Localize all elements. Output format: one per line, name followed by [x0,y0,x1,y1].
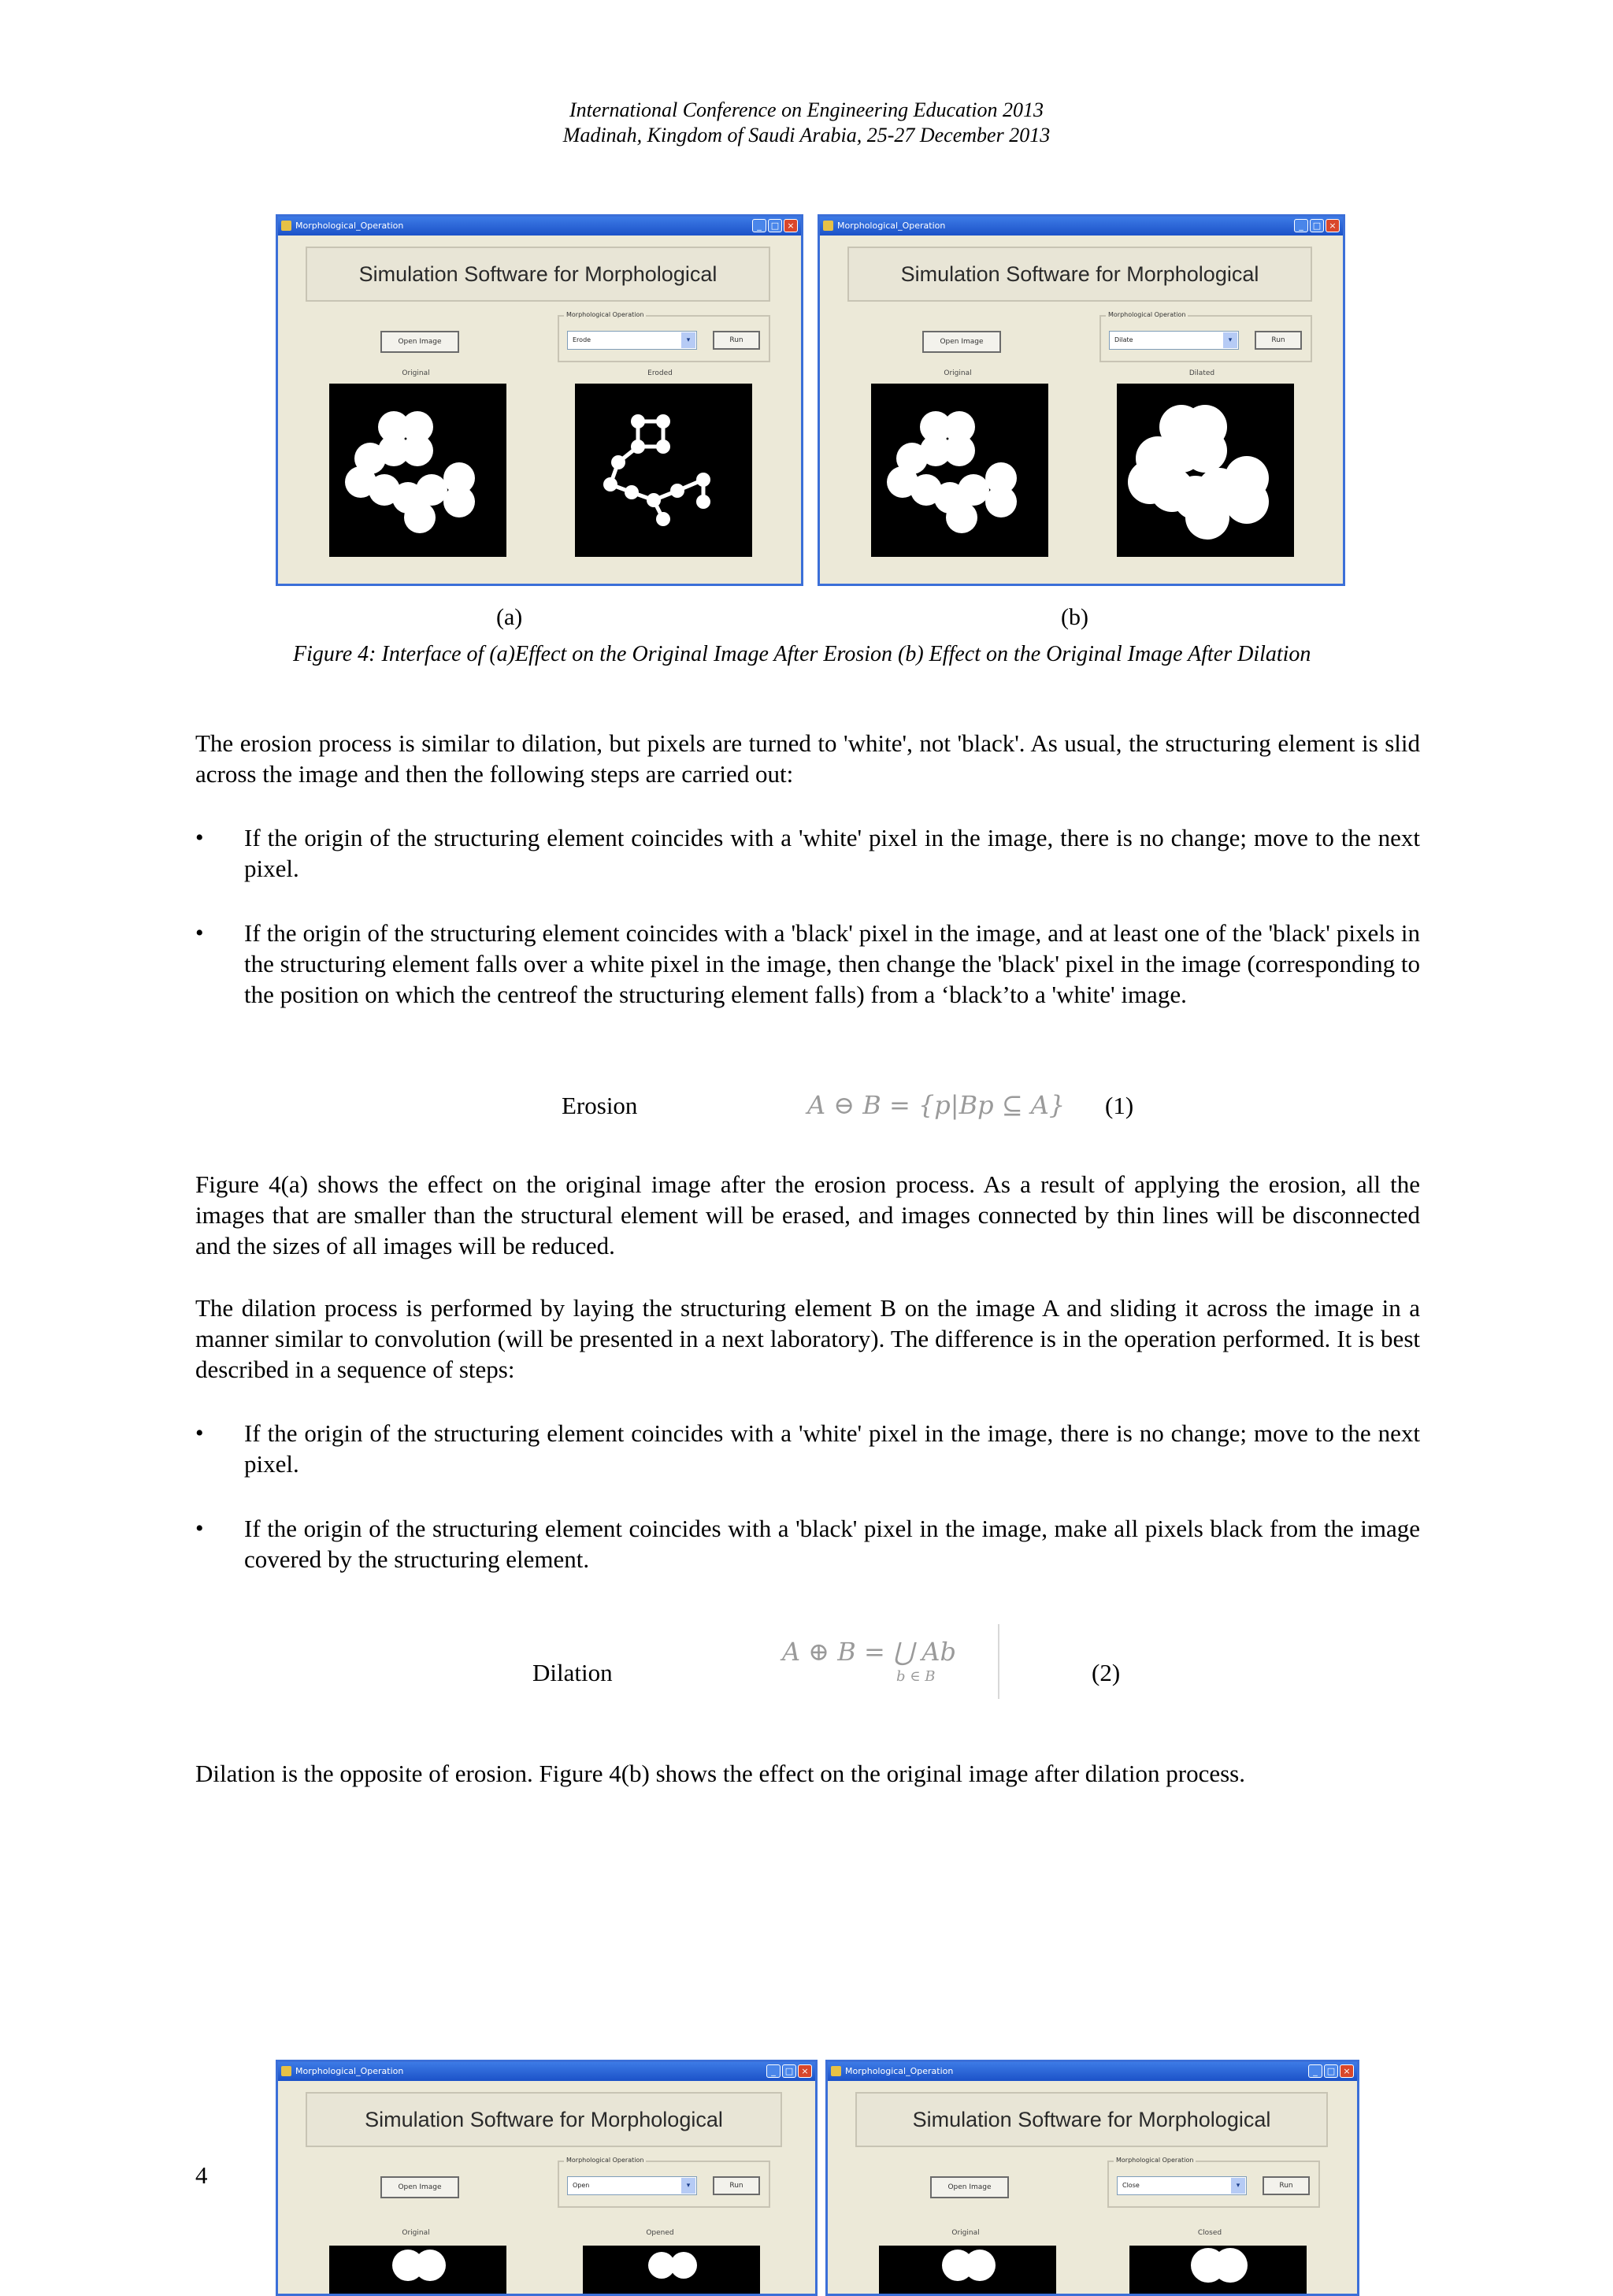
open-image-button[interactable]: Open Image [380,331,459,353]
app-title: Simulation Software for Morphological [306,247,770,302]
original-label: Original [944,369,972,377]
operation-group-label: Morphological Operation [564,2156,646,2165]
result-label: Dilated [1188,369,1215,377]
operation-select[interactable] [1109,331,1239,350]
original-image [329,2246,506,2296]
equation-label-dilation: Dilation [532,1659,613,1686]
original-label: Original [951,2229,980,2237]
app-title: Simulation Software for Morphological [847,247,1312,302]
operation-group [1099,311,1312,362]
result-label: Closed [1197,2229,1222,2237]
close-icon[interactable]: × [798,2064,812,2078]
bullet-icon: • [195,920,204,946]
equation-divider [998,1624,999,1699]
window-titlebar [278,217,801,236]
subfigure-label-a: (a) [496,604,523,630]
minimize-icon[interactable]: _ [1294,219,1308,232]
bullet-icon: • [195,825,204,851]
equation-dilation-subscript: b ∈ B [896,1668,936,1685]
operation-group-label: Morphological Operation [564,310,646,320]
operation-group-label: Morphological Operation [1106,310,1188,320]
erosion-bullet-2: If the origin of the structuring element coincides with a 'black' pixel in the image, and at least one of the 'black' pixels in the structuring element falls over a white pixel in the image, then change the 'black' pixel in the image (corresponding to the position on which the centreof the structuring element falls) from a ‘black’to a 'white' image. [244,919,1420,1008]
app-window-opening [276,2060,818,2296]
open-image-button[interactable]: Open Image [930,2176,1009,2198]
original-image [329,384,506,557]
app-window-closing [825,2060,1359,2296]
dilation-bullet-2: If the origin of the structuring element coincides with a 'black' pixel in the image, make all pixels black from the image covered by the structuring element. [244,1515,1420,1573]
result-image [1117,384,1294,557]
conference-header-line2: Madinah, Kingdom of Saudi Arabia, 25-27 December 2013 [562,124,1051,147]
operation-select[interactable] [1117,2176,1247,2195]
operation-group-label: Morphological Operation [1114,2156,1196,2165]
equation-erosion: A ⊖ B = {p|Bp ⊆ A} [807,1090,1066,1120]
window-title: Morphological_Operation [837,221,946,231]
result-image [575,384,752,557]
operation-value: Close [1122,2182,1140,2189]
window-title: Morphological_Operation [845,2066,954,2076]
minimize-icon[interactable]: _ [1308,2064,1322,2078]
conference-header-line1: International Conference on Engineering Education 2013 [569,98,1044,121]
run-button[interactable]: Run [713,331,760,350]
figure-caption: Figure 4: Interface of (a)Effect on the Original Image After Erosion (b) Effect on the Original Image After Dilation [293,642,1311,666]
window-titlebar [278,2062,815,2081]
bullet-icon: • [195,1515,204,1541]
maximize-icon[interactable]: □ [1310,219,1324,232]
window-titlebar [820,217,1343,236]
original-image [871,384,1048,557]
app-icon [831,2066,841,2076]
dilation-bullet-1: If the origin of the structuring element coincides with a 'white' pixel in the image, there is no change; move to the next pixel. [244,1419,1420,1478]
app-icon [281,2066,291,2076]
maximize-icon[interactable]: □ [1324,2064,1338,2078]
erosion-bullet-1: If the origin of the structuring element coincides with a 'white' pixel in the image, there is no change; move to the next pixel. [244,824,1420,882]
original-image [879,2246,1056,2296]
result-image [583,2246,760,2296]
chevron-down-icon[interactable]: ▾ [1231,2178,1245,2194]
paragraph-fig4a: Figure 4(a) shows the effect on the original image after the erosion process. As a result of applying the erosion, all the images that are smaller than the structural element will be erased, and images connected by thin lines will be disconnected and the sizes of all images will be reduced. [195,1170,1420,1259]
operation-group [1107,2157,1320,2208]
equation-number-2: (2) [1092,1659,1121,1686]
subfigure-label-b: (b) [1061,604,1088,630]
app-title: Simulation Software for Morphological [855,2092,1328,2147]
page-number: 4 [195,2161,208,2189]
app-window-erosion [276,214,803,586]
paragraph-erosion-intro: The erosion process is similar to dilation, but pixels are turned to 'white', not 'black'. As usual, the structuring element is slid across the image and then the following steps are carried out: [195,729,1420,788]
run-button[interactable]: Run [1255,331,1302,350]
open-image-button[interactable]: Open Image [380,2176,459,2198]
operation-value: Open [573,2182,590,2189]
minimize-icon[interactable]: _ [752,219,766,232]
bullet-icon: • [195,1420,204,1446]
maximize-icon[interactable]: □ [768,219,782,232]
equation-number-1: (1) [1105,1092,1134,1119]
window-title: Morphological_Operation [295,2066,404,2076]
original-label: Original [402,369,430,377]
run-button[interactable]: Run [713,2176,760,2195]
original-label: Original [402,2229,430,2237]
run-button[interactable]: Run [1263,2176,1310,2195]
operation-select[interactable] [567,2176,697,2195]
chevron-down-icon[interactable]: ▾ [681,2178,695,2194]
paragraph-dilation-intro: The dilation process is performed by laying the structuring element B on the image A and sliding it across the image in a manner similar to convolution (will be presented in a next laboratory). The difference is in the operation performed. It is best described in a sequence of steps: [195,1294,1420,1383]
result-label: Eroded [647,369,673,377]
app-icon [823,221,833,231]
close-icon[interactable]: × [1340,2064,1354,2078]
close-icon[interactable]: × [1326,219,1340,232]
maximize-icon[interactable]: □ [782,2064,796,2078]
chevron-down-icon[interactable]: ▾ [681,332,695,348]
operation-value: Dilate [1114,336,1133,343]
equation-dilation: A ⊕ B = ⋃ Ab [782,1637,956,1667]
chevron-down-icon[interactable]: ▾ [1223,332,1237,348]
window-titlebar [828,2062,1357,2081]
window-title: Morphological_Operation [295,221,404,231]
open-image-button[interactable]: Open Image [922,331,1001,353]
paragraph-dilation-closing: Dilation is the opposite of erosion. Figure 4(b) shows the effect on the original image after dilation process. [195,1760,1245,1787]
operation-group [558,2157,770,2208]
operation-group [558,311,770,362]
minimize-icon[interactable]: _ [766,2064,781,2078]
close-icon[interactable]: × [784,219,798,232]
operation-select[interactable] [567,331,697,350]
result-image [1129,2246,1307,2296]
result-label: Opened [646,2229,674,2237]
app-title: Simulation Software for Morphological [306,2092,782,2147]
app-icon [281,221,291,231]
operation-value: Erode [573,336,591,343]
equation-label-erosion: Erosion [562,1092,638,1119]
app-window-dilation [818,214,1345,586]
